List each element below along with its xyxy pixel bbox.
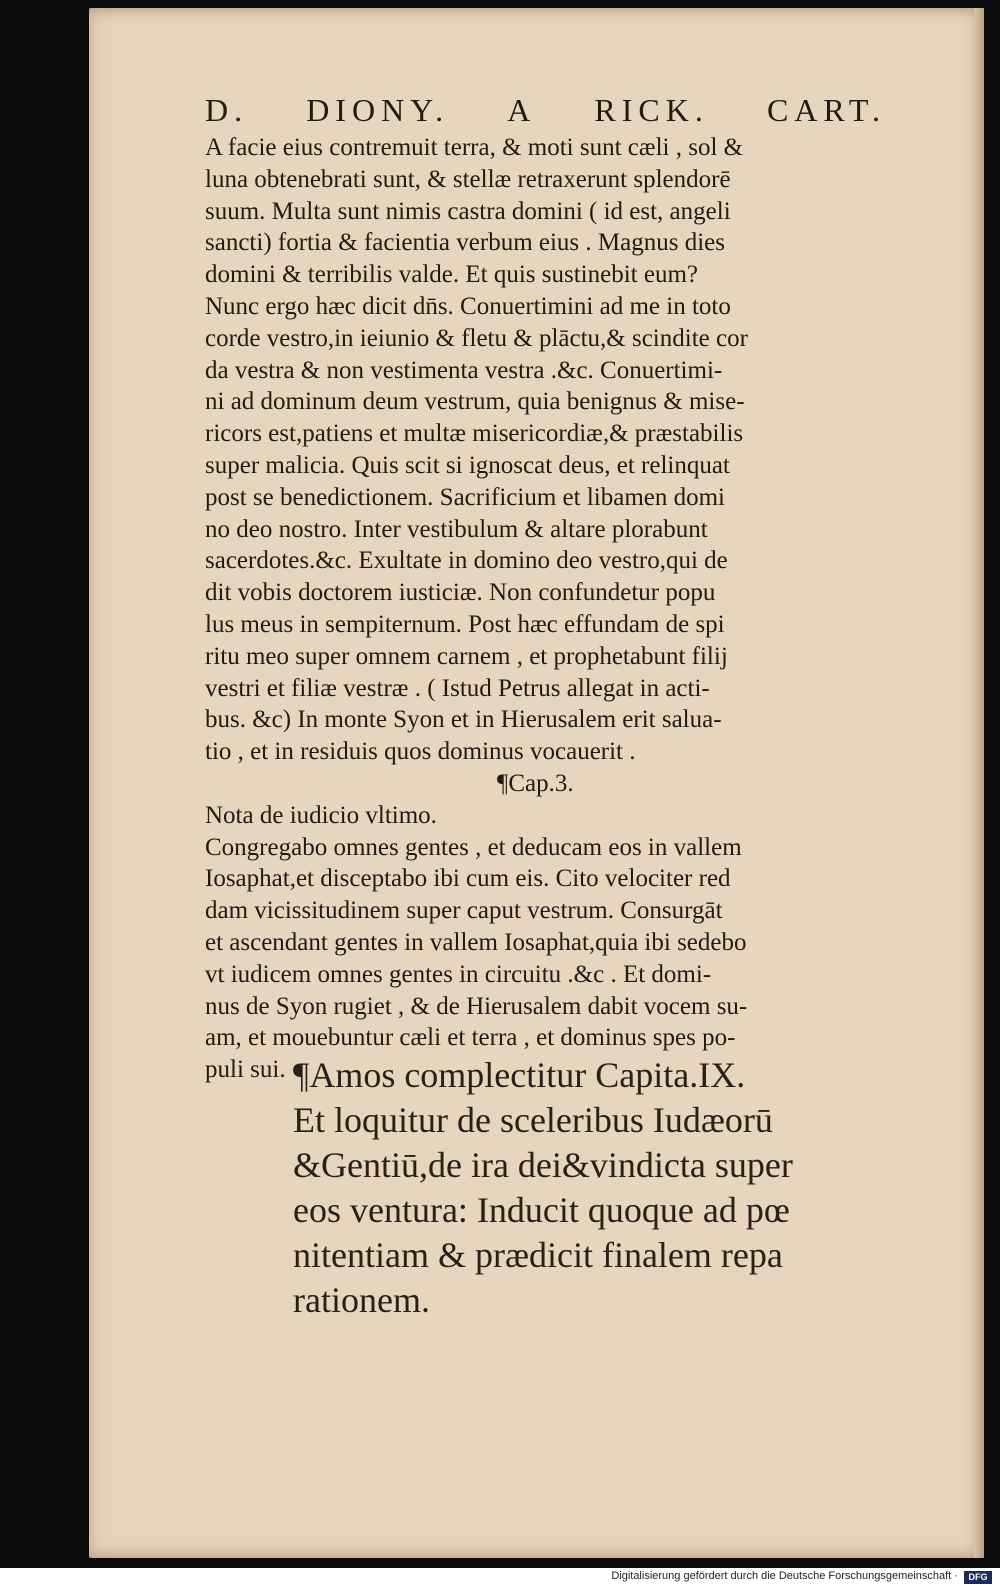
text-line: domini & terribilis valde. Et quis sustinebit eum?	[205, 261, 698, 289]
running-head-word: RICK.	[594, 92, 709, 128]
text-line: vt iudicem omnes gentes in circuitu .&c . Et domi-	[205, 960, 712, 988]
running-head-word: CART.	[766, 92, 886, 128]
chapter-heading: ¶Cap.3.	[497, 769, 574, 797]
text-line: puli sui.	[205, 1056, 286, 1084]
text-line: post se benedictionem. Sacrificium et libamen domi	[205, 483, 726, 511]
text-line: lus meus in sempiternum. Post hæc effundam de spi	[205, 610, 725, 638]
summary-line: rationem.	[293, 1280, 430, 1320]
text-line: super malicia. Quis scit si ignoscat deus, et relinquat	[205, 451, 730, 479]
summary-line: eos ventura: Inducit quoque ad pœ	[293, 1190, 790, 1230]
running-head-word: D.	[205, 92, 249, 128]
text-line: dit vobis doctorem iusticiæ. Non confundetur popu	[205, 579, 716, 607]
text-line: et ascendant gentes in vallem Iosaphat,quia ibi sedebo	[205, 928, 747, 956]
text-line: ricors est,patiens et multæ misericordiæ,& præstabilis	[205, 420, 744, 448]
book-summary-block	[293, 1053, 893, 1323]
text-line: ritu meo super omnem carnem , et prophetabunt filij	[205, 642, 728, 670]
summary-line: Et loquitur de sceleribus Iudæorū	[293, 1100, 773, 1140]
text-line: sancti) fortia & facientia verbum eius . Magnus dies	[205, 229, 725, 257]
text-line: da vestra & non vestimenta vestra .&c. Conuertimi-	[205, 356, 723, 384]
summary-line: nitentiam & prædicit finalem repa	[293, 1235, 783, 1275]
text-line: luna obtenebrati sunt, & stellæ retraxerunt splendorē	[205, 165, 731, 193]
footer-credit: Digitalisierung gefördert durch die Deutsche Forschungsgemeinschaft ·	[611, 1570, 958, 1582]
text-line: no deo nostro. Inter vestibulum & altare plorabunt	[205, 515, 708, 543]
text-line: ni ad dominum deum vestrum, quia benignus & mise-	[205, 388, 745, 416]
dfg-logo: DFG	[964, 1571, 992, 1584]
text-line: corde vestro,in ieiunio & fletu & plāctu,& scindite cor	[205, 324, 748, 352]
text-line: A facie eius contremuit terra, & moti sunt cæli , sol &	[205, 134, 744, 161]
text-line: Nunc ergo hæc dicit dn̄s. Conuertimini ad me in toto	[205, 292, 731, 320]
running-head-word: DIONY.	[306, 92, 450, 128]
text-line: Nota de iudicio vltimo.	[205, 801, 437, 829]
text-line: bus. &c) In monte Syon et in Hierusalem erit salua-	[205, 706, 722, 734]
text-line: sacerdotes.&c. Exultate in domino deo vestro,qui de	[205, 547, 728, 575]
page-edge	[974, 8, 984, 1558]
text-line: tio , et in residuis quos dominus vocauerit .	[205, 738, 636, 766]
text-line: Iosaphat,et disceptabo ibi cum eis. Cito velociter red	[205, 865, 731, 893]
text-line: dam vicissitudinem super caput vestrum. Consurgāt	[205, 897, 723, 925]
text-line: Congregabo omnes gentes , et deducam eos in vallem	[205, 833, 742, 861]
digitization-footer	[0, 1568, 1000, 1587]
main-text-block	[205, 15, 890, 1086]
text-line: am, et mouebuntur cæli et terra , et dominus spes po-	[205, 1024, 736, 1052]
text-line: vestri et filiæ vestræ . ( Istud Petrus allegat in acti-	[205, 674, 710, 702]
summary-line: ¶Amos complectitur Capita.IX.	[293, 1055, 746, 1095]
running-head-word: A	[507, 92, 537, 128]
running-head	[205, 88, 890, 132]
text-line: suum. Multa sunt nimis castra domini ( id est, angeli	[205, 197, 731, 225]
summary-line: &Gentiū,de ira dei&vindicta super	[293, 1145, 793, 1185]
text-line: nus de Syon rugiet , & de Hierusalem dabit vocem su-	[205, 992, 748, 1020]
